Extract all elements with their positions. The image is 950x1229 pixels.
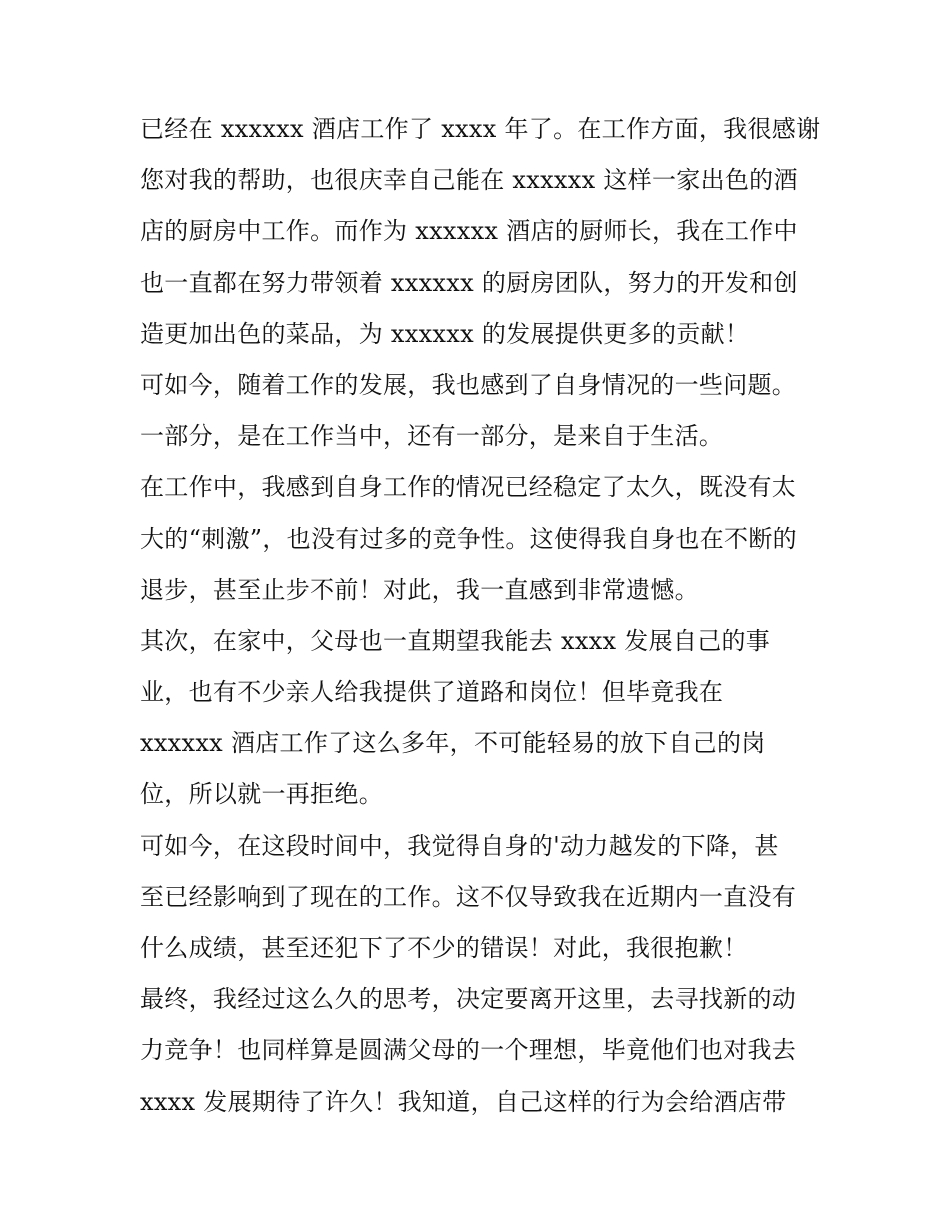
text-line: 退步，甚至止步不前！对此，我一直感到非常遗憾。 [140,575,699,604]
text-line: 可如今，在这段时间中，我觉得自身的'动力越发的下降，甚 [140,831,779,860]
text-line: 位，所以就一再拒绝。 [140,780,383,809]
text-line: 最终，我经过这么久的思考，决定要离开这里，去寻找新的动 [140,985,797,1014]
text-line: 至已经影响到了现在的工作。这不仅导致我在近期内一直没有 [140,882,797,911]
text-line: 业，也有不少亲人给我提供了道路和岗位！但毕竟我在 [140,678,724,707]
text-line: 其次，在家中，父母也一直期望我能去 xxxx 发展自己的事 [140,626,771,655]
text-line: 也一直都在努力带领着 xxxxxx 的厨房团队，努力的开发和创 [140,268,798,297]
text-line: 大的“刺激”，也没有过多的竞争性。这使得我自身也在不断的 [140,524,797,553]
text-line: 在工作中，我感到自身工作的情况已经稳定了太久，既没有太 [140,473,797,502]
text-line: 已经在 xxxxxx 酒店工作了 xxxx 年了。在工作方面，我很感谢 [140,115,821,143]
text-line: 什么成绩，甚至还犯下了不少的错误！对此，我很抱歉！ [140,934,748,962]
text-line: xxxxxx 酒店工作了这么多年，不可能轻易的放下自己的岗 [140,729,766,758]
text-line: xxxx 发展期待了许久！我知道，自己这样的行为会给酒店带 [140,1087,787,1116]
text-line: 您对我的帮助，也很庆幸自己能在 xxxxxx 这样一家出色的酒 [140,166,798,195]
document-body [140,104,820,1128]
text-line: 一部分，是在工作当中，还有一部分，是来自于生活。 [140,422,724,451]
text-line: 可如今，随着工作的发展，我也感到了自身情况的一些问题。 [140,370,797,399]
text-line: 力竞争！也同样算是圆满父母的一个理想，毕竟他们也对我去 [140,1036,797,1065]
text-line: 造更加出色的菜品，为 xxxxxx 的发展提供更多的贡献！ [140,319,750,348]
text-line: 店的厨房中工作。而作为 xxxxxx 酒店的厨师长，我在工作中 [140,217,798,246]
